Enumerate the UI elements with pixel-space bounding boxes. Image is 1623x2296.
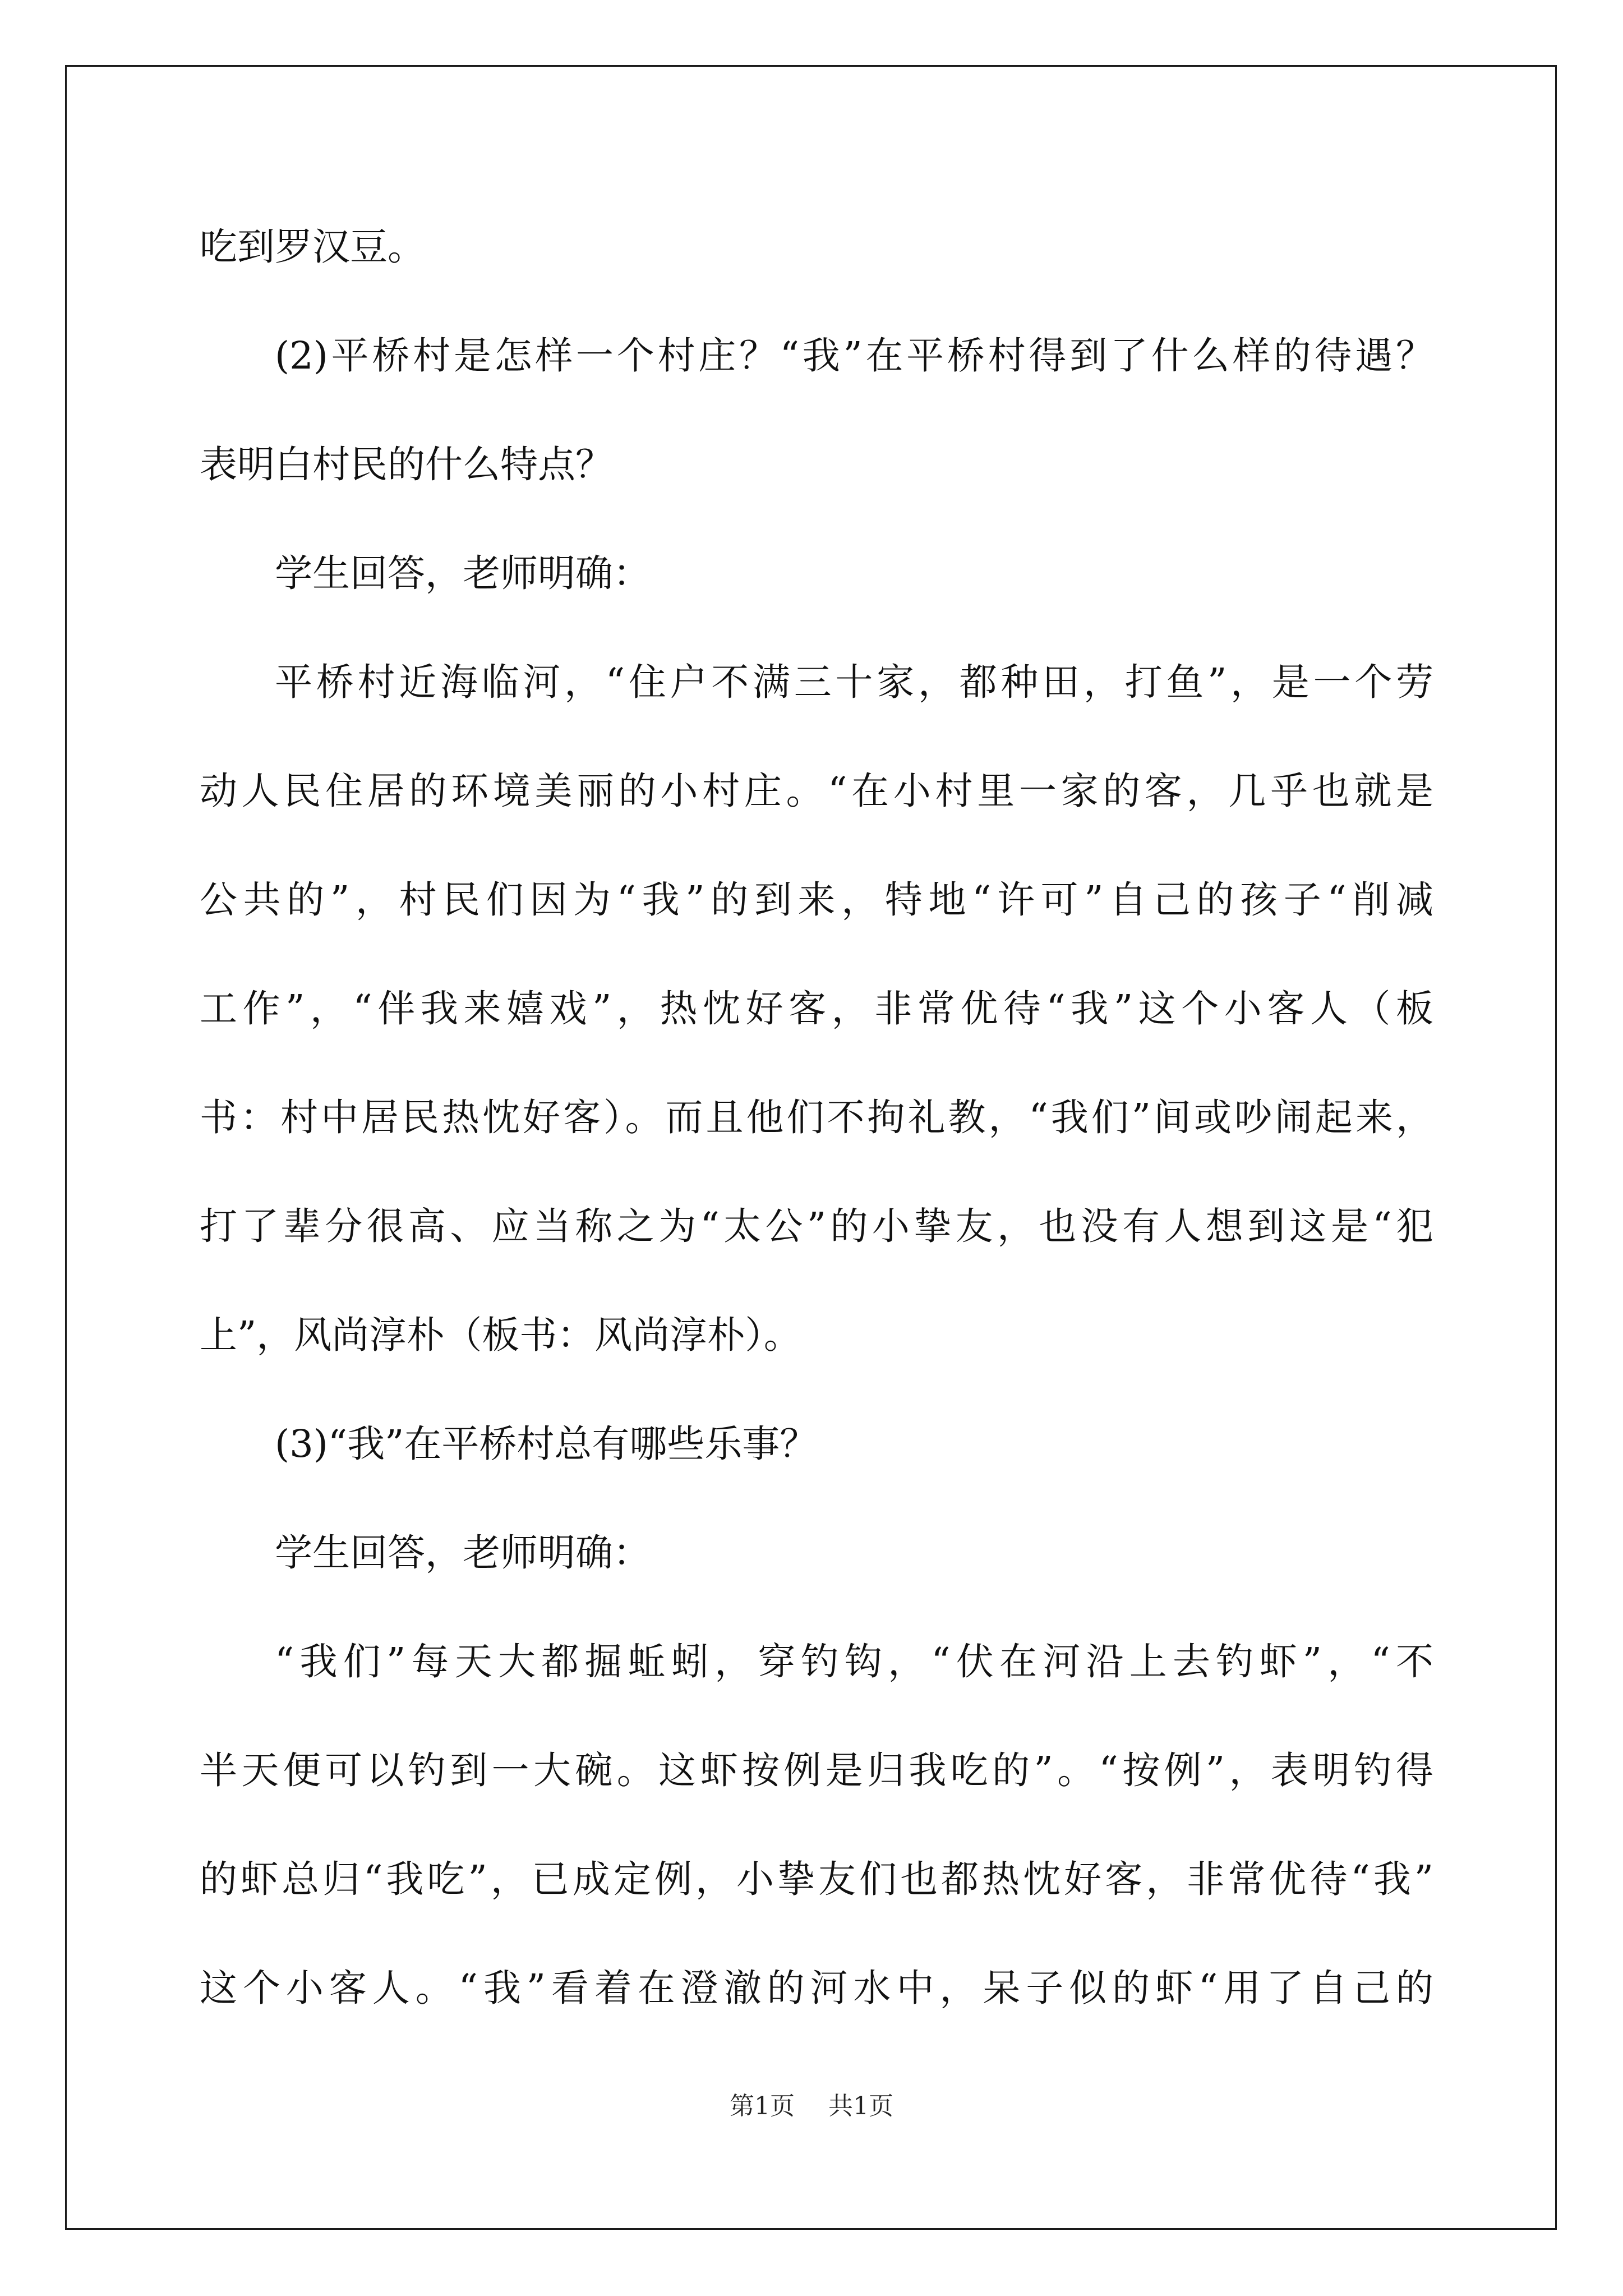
page-total: 共1页 bbox=[828, 2092, 893, 2120]
text-line: 动人民住居的环境美丽的小村庄。“在小村里一家的客，几乎也就是 bbox=[200, 769, 1433, 813]
text-line: 学生回答，老师明确： bbox=[275, 1531, 651, 1575]
text-line: (3)“我”在平桥村总有哪些乐事？ bbox=[275, 1422, 818, 1466]
text-line: (2)平桥村是怎样一个村庄？“我”在平桥村得到了什么样的待遇？ bbox=[275, 334, 1433, 378]
text-line: 表明白村民的什么特点？ bbox=[200, 443, 613, 486]
text-line: 工作”，“伴我来嬉戏”，热忱好客，非常优待“我”这个小客人（板 bbox=[200, 987, 1433, 1030]
page-number: 第1页 bbox=[730, 2092, 795, 2120]
text-line: 的虾总归“我吃”，已成定例，小挚友们也都热忱好客，非常优待“我” bbox=[200, 1857, 1433, 1901]
text-line: 学生回答，老师明确： bbox=[275, 551, 651, 595]
text-line: 这个小客人。“我”看着在澄澈的河水中，呆子似的虾“用了自己的 bbox=[200, 1966, 1433, 2010]
text-line: 半天便可以钓到一大碗。这虾按例是归我吃的”。“按例”，表明钓得 bbox=[200, 1749, 1433, 1792]
document-body bbox=[200, 208, 1433, 2058]
text-line: 上”，风尚淳朴（板书：风尚淳朴）。 bbox=[200, 1313, 801, 1357]
text-line: 吃到罗汉豆。 bbox=[200, 225, 425, 269]
text-line: 打了辈分很高、应当称之为“太公”的小挚友，也没有人想到这是“犯 bbox=[200, 1204, 1433, 1248]
text-line: “我们”每天大都掘蚯蚓，穿钓钩，“伏在河沿上去钓虾”，“不 bbox=[275, 1640, 1433, 1683]
page-footer bbox=[0, 2090, 1623, 2123]
text-line: 平桥村近海临河，“住户不满三十家，都种田，打鱼”，是一个劳 bbox=[275, 660, 1433, 704]
text-line: 公共的”，村民们因为“我”的到来，特地“许可”自己的孩子“削减 bbox=[200, 878, 1433, 922]
text-line: 书：村中居民热忱好客）。而且他们不拘礼教，“我们”间或吵闹起来， bbox=[200, 1096, 1433, 1139]
